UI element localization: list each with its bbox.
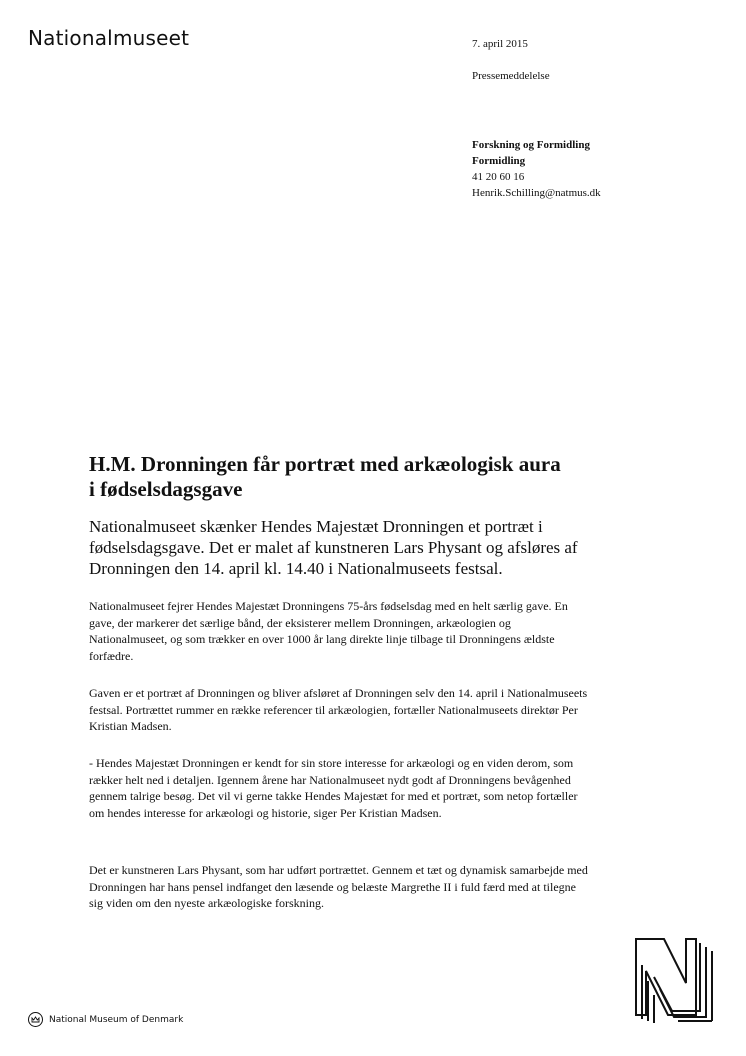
contact-department: Forskning og Formidling (472, 139, 590, 151)
contact-section: Formidling (472, 155, 526, 167)
n-logo-icon (634, 937, 720, 1023)
contact-phone: 41 20 60 16 (472, 171, 525, 183)
footer (28, 1012, 183, 1027)
article-paragraph-1: Nationalmuseet fejrer Hendes Majestæt Dronningens 75-års fødselsdag med en helt særlig gave. En gave, der markerer det særlige bånd, der eksisterer mellem Dronningen, arkæologien og Nationalmuseet, og som trækker en over 1000 år lang direkte linje tilbage til Dronningens ældste forfædre. (89, 599, 568, 663)
contact-block (472, 137, 601, 201)
header-logo: Nationalmuseet (28, 26, 190, 50)
article-headline: H.M. Dronningen får portræt med arkæologisk aura i fødselsdagsgave (89, 452, 561, 501)
article-paragraph-4: Det er kunstneren Lars Physant, som har udført portrættet. Gennem et tæt og dynamisk samarbejde med Dronningen har hans pensel indfanget den læsende og belæste Margrethe II i fuld færd med at tilegne sig viden om den nyeste arkæologiske forskning. (89, 863, 588, 910)
article-paragraph-3: - Hendes Majestæt Dronningen er kendt for sin store interesse for arkæologi og en viden derom, som rækker helt ned i detaljen. Igennem årene har Nationalmuseet nydt godt af Dronningens bevågenhed gennem talrige besøg. Det vil vi gerne takke Hendes Majestæt for med et portræt, som netop fortæller om hendes interesse for arkæologi og historie, siger Per Kristian Madsen. (89, 756, 578, 820)
footer-text: National Museum of Denmark (49, 1014, 184, 1025)
article-paragraph-2: Gaven er et portræt af Dronningen og bliver afsløret af Dronningen selv den 14. april i Nationalmuseets festsal. Portrættet rummer en række referencer til arkæologien, fortæller Nationalmuseets direktør Per Kristian Madsen. (89, 686, 588, 733)
press-date: 7. april 2015 (472, 38, 528, 50)
article-lead: Nationalmuseet skænker Hendes Majestæt Dronningen et portræt i fødselsdagsgave. Det er malet af kunstneren Lars Physant og afsløres af Dronningen den 14. april kl. 14.40 i Nationalmuseets festsal. (89, 517, 578, 578)
document-type: Pressemeddelelse (472, 70, 550, 82)
contact-email: Henrik.Schilling@natmus.dk (472, 187, 601, 199)
crown-icon (28, 1012, 43, 1027)
